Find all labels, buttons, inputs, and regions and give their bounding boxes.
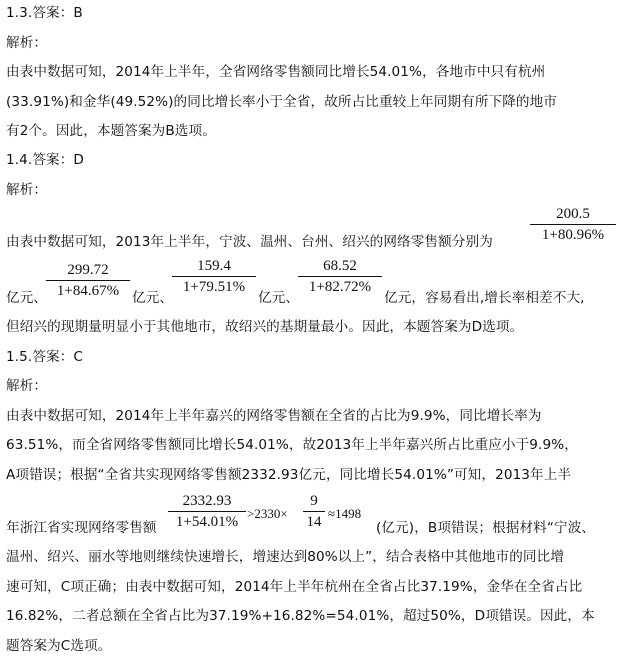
fraction-denominator: 1+82.72%: [308, 279, 372, 295]
q15-line-6: 速可知，C项正确；由表中数据可知，2014年上半年杭州在全省占比37.19%，金华在全省占比: [6, 579, 583, 595]
fraction-bar: [46, 280, 130, 281]
fraction-numerator: 9: [310, 493, 318, 509]
fraction-numerator: 299.72: [67, 262, 109, 278]
q15-fraction-total: [168, 493, 246, 531]
q13-line-1: 由表中数据可知，2014年上半年，全省网络零售额同比增长54.01%，各地市中只有杭州: [6, 64, 546, 80]
fraction-denominator: 1+54.01%: [175, 514, 239, 530]
q15-approx-value: ≈1498: [328, 506, 362, 521]
q13-line-3: 有2个。因此，本题答案为B选项。: [6, 123, 216, 139]
fraction-bar: [303, 511, 325, 512]
q13-line-2: (33.91%)和金华(49.52%)的同比增长率小于全省，故所占比重较上年同期有所下降的地市: [6, 94, 557, 110]
q15-line-8: 题答案为C选项。: [6, 638, 112, 654]
q15-analysis-label: 解析：: [6, 378, 48, 394]
q14-header: 1.4.答案：D: [6, 152, 84, 168]
q14-unit-1: 亿元、: [6, 290, 48, 306]
q14-fraction-shaoxing: [298, 258, 382, 296]
q14-unit-3: 亿元、: [258, 290, 300, 306]
q14-fraction-ningbo: [530, 206, 616, 244]
fraction-numerator: 68.52: [323, 258, 357, 274]
q14-unit-2: 亿元、: [132, 290, 174, 306]
q13-header: 1.3.答案：B: [6, 5, 83, 21]
fraction-denominator: 1+79.51%: [182, 279, 246, 295]
fraction-denominator: 14: [306, 514, 322, 530]
q14-fraction-wenzhou: [46, 262, 130, 300]
fraction-bar: [168, 511, 246, 512]
q14-line-3: 但绍兴的现期量明显小于其他地市，故绍兴的基期量最小。因此，本题答案为D选项。: [6, 319, 524, 335]
q15-line-5: 温州、绍兴、丽水等地则继续快速增长，增速达到80%以上”，结合表格中其他地市的同比增: [6, 549, 565, 565]
q14-analysis-label: 解析：: [6, 182, 48, 198]
q14-line-1: 由表中数据可知，2013年上半年，宁波、温州、台州、绍兴的网络零售额分别为: [6, 234, 493, 250]
q15-line-3: A项错误；根据“全省共实现网络零售额2332.93亿元，同比增长54.01%”可知，2013年上半: [6, 467, 572, 483]
q14-tail: 亿元，容易看出,增长率相差不大,: [384, 290, 585, 306]
fraction-numerator: 2332.93: [182, 493, 232, 509]
fraction-bar: [172, 276, 256, 277]
q15-formula-prefix: 年浙江省实现网络零售额: [6, 520, 157, 536]
q15-line-1: 由表中数据可知，2014年上半年嘉兴的网络零售额在全省的占比为9.9%，同比增长率为: [6, 408, 542, 424]
q15-fraction-ratio: [303, 493, 325, 531]
q13-analysis-label: 解析：: [6, 35, 48, 51]
q14-fraction-taizhou: [172, 258, 256, 296]
q15-greater-than: >2330×: [247, 506, 288, 521]
fraction-numerator: 159.4: [197, 258, 231, 274]
q15-formula-suffix: (亿元)，B项错误；根据材料“宁波、: [376, 520, 596, 536]
q15-line-2: 63.51%，而全省网络零售额同比增长54.01%，故2013年上半年嘉兴所占比重应小于9.9%，: [6, 437, 578, 453]
fraction-denominator: 1+80.96%: [541, 227, 605, 243]
fraction-bar: [530, 224, 616, 225]
fraction-denominator: 1+84.67%: [56, 283, 120, 299]
fraction-bar: [298, 276, 382, 277]
fraction-numerator: 200.5: [556, 206, 590, 222]
q15-line-7: 16.82%，二者总额在全省占比为37.19%+16.82%=54.01%，超过50%，D项错误。因此，本: [6, 608, 595, 624]
q15-header: 1.5.答案：C: [6, 349, 84, 365]
